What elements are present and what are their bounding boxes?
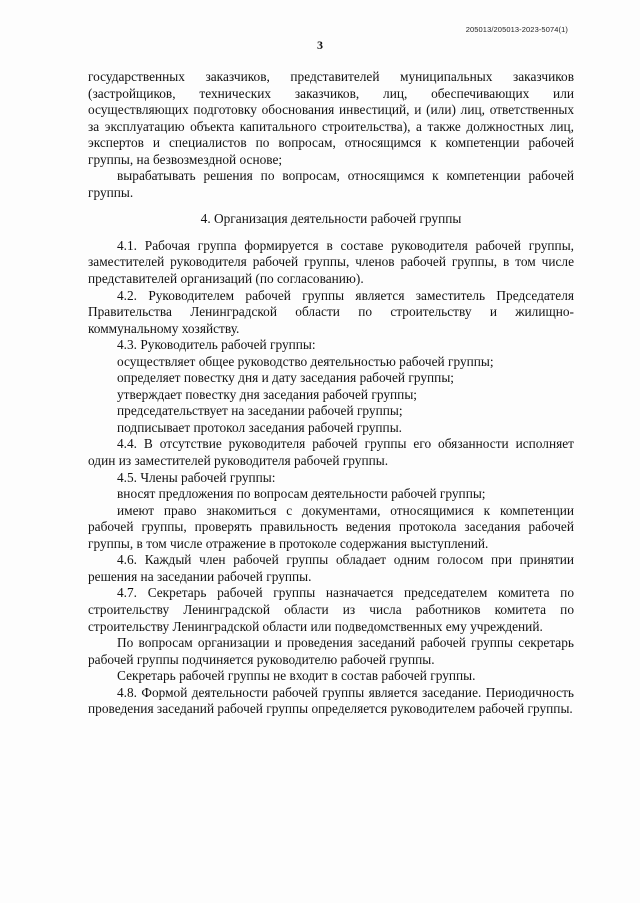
paragraph: государственных заказчиков, представителей муниципальных заказчиков (застройщиков, технических заказчиков, лиц, обеспечивающих или осуществляющих подготовку обоснования инвестиций, и (или) лиц, ответственных за эксплуатацию объекта капитального строительства), а также должностных лиц, экспертов и специалистов по вопросам, относящимся к компетенции рабочей группы, на безвозмездной основе; (88, 69, 574, 167)
list-item: председательствует на заседании рабочей группы; (117, 403, 403, 419)
list-item: определяет повестку дня и дату заседания рабочей группы; (117, 370, 454, 386)
paragraph: 4.4. В отсутствие руководителя рабочей группы его обязанности исполняет один из заместителей руководителя рабочей группы. (88, 436, 574, 469)
list-item: подписывает протокол заседания рабочей группы. (117, 419, 402, 435)
paragraph: Секретарь рабочей группы не входит в состав рабочей группы. (117, 668, 476, 684)
document-body (88, 69, 574, 718)
paragraph: 4.5. Члены рабочей группы: (117, 469, 276, 485)
paragraph: 4.7. Секретарь рабочей группы назначается председателем комитета по строительству Ленинградской области из числа работников комитета по строительству Ленинградской области или подведомственных ему учреждений. (88, 585, 574, 634)
document-id: 205013/205013-2023-5074(1) (465, 25, 568, 34)
paragraph: 4.3. Руководитель рабочей группы: (117, 337, 316, 353)
paragraph: 4.8. Формой деятельности рабочей группы является заседание. Периодичность проведения заседаний рабочей группы определяется руководителем рабочей группы. (88, 684, 574, 717)
paragraph: По вопросам организации и проведения заседаний рабочей группы секретарь рабочей группы подчиняется руководителю рабочей группы. (88, 635, 574, 667)
page-number: 3 (317, 38, 323, 52)
paragraph: 4.6. Каждый член рабочей группы обладает одним голосом при принятии решения на заседании рабочей группы. (88, 552, 574, 584)
list-item: утверждает повестку дня заседания рабочей группы; (117, 386, 417, 402)
list-item: имеют право знакомиться с документами, относящимися к компетенции рабочей группы, проверять правильность ведения протокола заседания рабочей группы, в том числе отражение в протоколе содержания выступлений. (88, 502, 574, 551)
paragraph: 4.2. Руководителем рабочей группы является заместитель Председателя Правительства Ленинградской области по строительству и жилищно-коммунальному хозяйству. (88, 287, 574, 336)
section-heading: 4. Организация деятельности рабочей группы (200, 211, 462, 227)
list-item: осуществляет общее руководство деятельностью рабочей группы; (117, 353, 494, 369)
paragraph: вырабатывать решения по вопросам, относящимся к компетенции рабочей группы. (88, 168, 574, 200)
list-item: вносят предложения по вопросам деятельности рабочей группы; (117, 486, 486, 502)
paragraph: 4.1. Рабочая группа формируется в составе руководителя рабочей группы, заместителей руководителя рабочей группы, членов рабочей группы, в том числе представителей организаций (по согласованию). (88, 237, 574, 287)
